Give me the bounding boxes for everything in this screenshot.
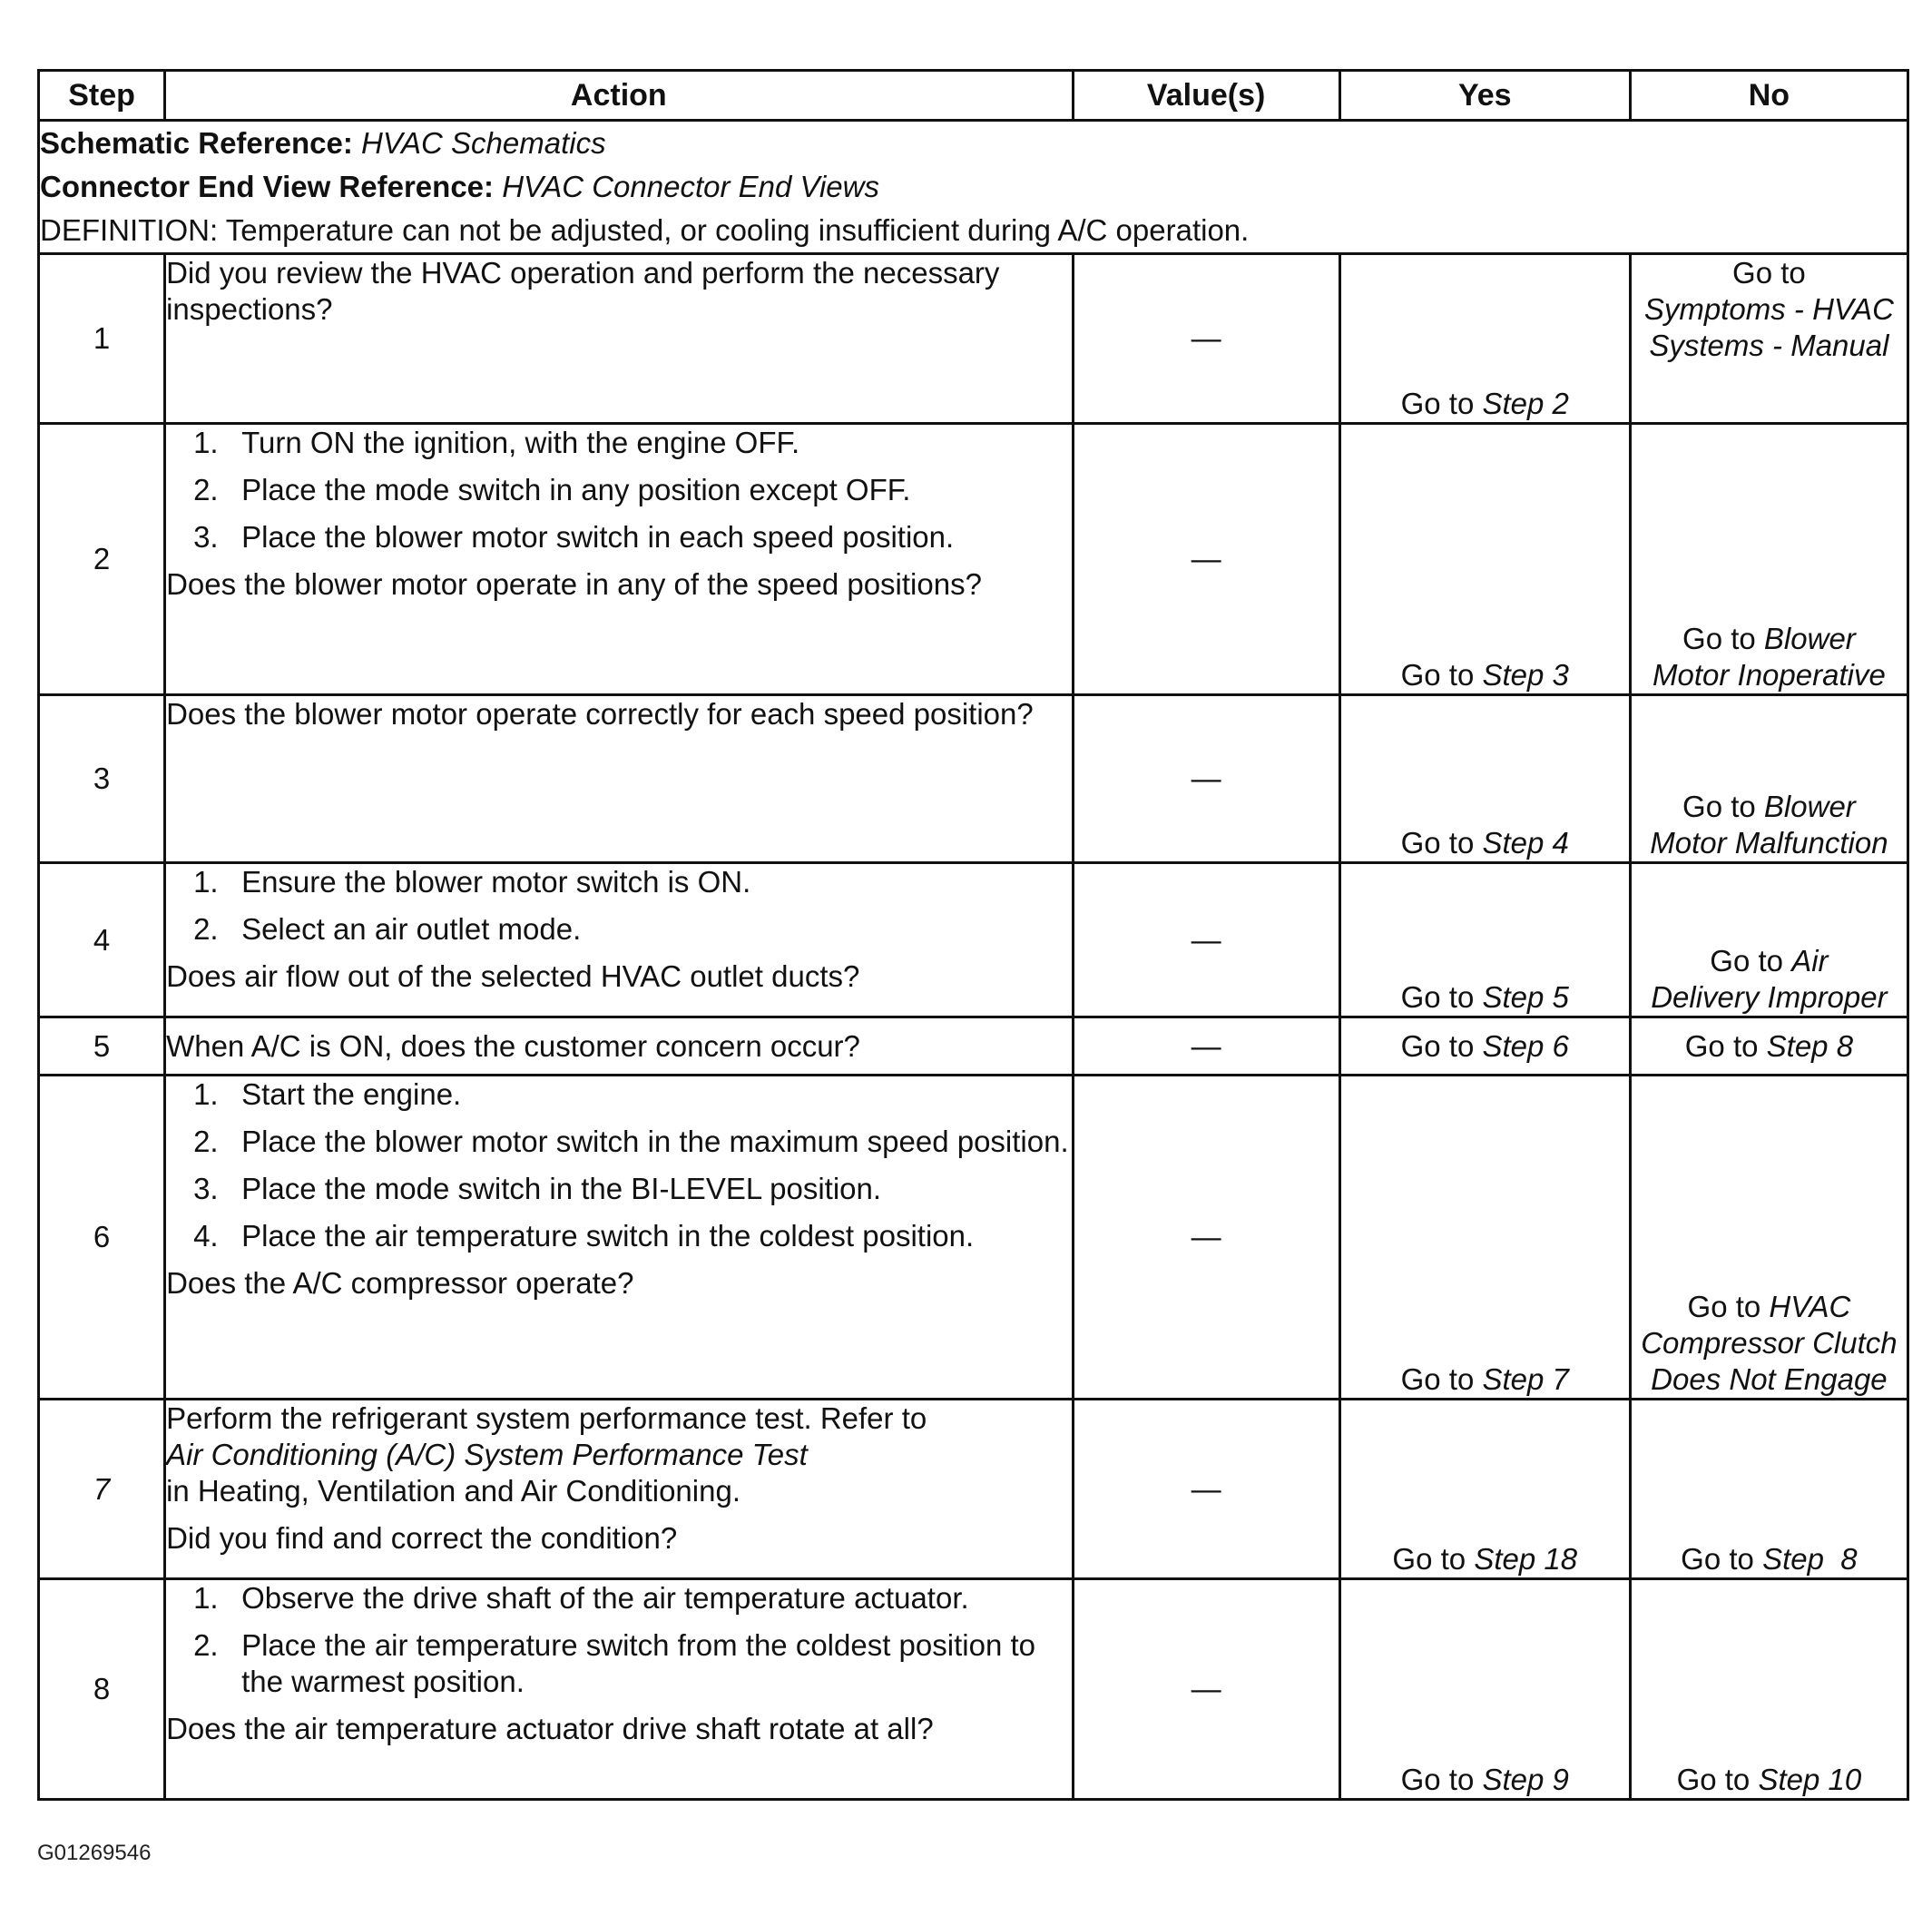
no-cell bbox=[1630, 1076, 1907, 1400]
value-cell: — bbox=[1073, 254, 1339, 424]
no-prefix: Go to bbox=[1682, 622, 1756, 655]
action-text: Perform the refrigerant system performance test. Refer to bbox=[166, 1401, 927, 1435]
action-cell bbox=[165, 695, 1073, 863]
table-row bbox=[39, 254, 1908, 424]
no-cell bbox=[1630, 1400, 1907, 1579]
action-cell bbox=[165, 424, 1073, 695]
header-values: Value(s) bbox=[1073, 71, 1339, 121]
yes-link[interactable]: Step 9 bbox=[1482, 1763, 1569, 1796]
no-cell bbox=[1630, 695, 1907, 863]
header-no: No bbox=[1630, 71, 1907, 121]
value-cell: — bbox=[1073, 695, 1339, 863]
yes-link[interactable]: Step 6 bbox=[1482, 1028, 1569, 1063]
yes-cell bbox=[1339, 863, 1630, 1017]
definition-text: DEFINITION: Temperature can not be adjusted, or cooling insufficient during A/C operation. bbox=[40, 213, 1250, 247]
list-item: 2. Place the blower motor switch in the maximum speed position. bbox=[193, 1125, 1069, 1158]
action-cell bbox=[165, 254, 1073, 424]
yes-cell bbox=[1339, 1400, 1630, 1579]
schematic-reference bbox=[40, 122, 1907, 165]
connector-reference bbox=[40, 165, 1907, 209]
action-question: Does the air temperature actuator drive shaft rotate at all? bbox=[166, 1712, 934, 1745]
table-row bbox=[39, 863, 1908, 1017]
table-row bbox=[39, 1017, 1908, 1076]
action-cell bbox=[165, 863, 1073, 1017]
action-cell bbox=[165, 1017, 1073, 1076]
schematic-reference-link[interactable]: HVAC Schematics bbox=[361, 126, 606, 160]
table-row bbox=[39, 695, 1908, 863]
header-yes: Yes bbox=[1339, 71, 1630, 121]
yes-link[interactable]: Step 5 bbox=[1482, 980, 1569, 1014]
list-item: 1. Ensure the blower motor switch is ON. bbox=[193, 865, 751, 899]
no-prefix: Go to bbox=[1681, 1542, 1754, 1576]
procedure-link[interactable]: Air Conditioning (A/C) System Performance Test bbox=[166, 1438, 808, 1471]
schematic-reference-label: Schematic Reference: bbox=[40, 126, 353, 160]
list-item: 2. Place the air temperature switch from the coldest position to the warmest position. bbox=[193, 1628, 1035, 1698]
action-steps bbox=[166, 425, 1071, 555]
no-link[interactable]: Air Delivery Improper bbox=[1651, 944, 1888, 1014]
list-item: 2. Place the mode switch in any position except OFF. bbox=[193, 473, 911, 506]
step-number: 5 bbox=[39, 1017, 165, 1076]
list-item: 2. Select an air outlet mode. bbox=[193, 912, 582, 946]
no-cell bbox=[1630, 1017, 1907, 1076]
value-cell: — bbox=[1073, 1579, 1339, 1800]
no-link[interactable]: Step 8 bbox=[1762, 1542, 1858, 1576]
step-number: 8 bbox=[39, 1579, 165, 1800]
step-number: 3 bbox=[39, 695, 165, 863]
value-cell: — bbox=[1073, 424, 1339, 695]
step-number: 7 bbox=[39, 1400, 165, 1579]
yes-prefix: Go to bbox=[1400, 1763, 1475, 1796]
no-link[interactable]: Step 8 bbox=[1766, 1028, 1854, 1063]
list-item: 1. Observe the drive shaft of the air temperature actuator. bbox=[193, 1581, 969, 1615]
value-cell: — bbox=[1073, 863, 1339, 1017]
action-cell bbox=[165, 1579, 1073, 1800]
yes-cell bbox=[1339, 1017, 1630, 1076]
header-step: Step bbox=[39, 71, 165, 121]
action-question: When A/C is ON, does the customer concern occur? bbox=[166, 1028, 860, 1063]
no-link[interactable]: Blower Motor Inoperative bbox=[1652, 622, 1886, 692]
step-number: 6 bbox=[39, 1076, 165, 1400]
yes-cell bbox=[1339, 1579, 1630, 1800]
step-number: 4 bbox=[39, 863, 165, 1017]
action-question: Did you review the HVAC operation and perform the necessary inspections? bbox=[166, 256, 1000, 326]
no-link[interactable]: HVAC Compressor Clutch Does Not Engage bbox=[1641, 1290, 1898, 1396]
figure-id: G01269546 bbox=[37, 1841, 152, 1865]
no-prefix: Go to bbox=[1682, 790, 1756, 823]
yes-prefix: Go to bbox=[1392, 1542, 1466, 1576]
value-cell: — bbox=[1073, 1400, 1339, 1579]
no-cell bbox=[1630, 254, 1907, 424]
reference-row bbox=[39, 121, 1908, 254]
list-item: 4. Place the air temperature switch in the coldest position. bbox=[193, 1219, 975, 1253]
yes-link[interactable]: Step 2 bbox=[1482, 387, 1569, 420]
no-cell bbox=[1630, 1579, 1907, 1800]
header-action: Action bbox=[165, 71, 1073, 121]
yes-prefix: Go to bbox=[1400, 387, 1475, 420]
diagnostic-table bbox=[37, 69, 1909, 1801]
yes-cell bbox=[1339, 695, 1630, 863]
yes-prefix: Go to bbox=[1400, 1362, 1475, 1396]
action-steps bbox=[166, 864, 1071, 948]
action-question: Does air flow out of the selected HVAC outlet ducts? bbox=[166, 959, 860, 993]
connector-reference-link[interactable]: HVAC Connector End Views bbox=[502, 170, 879, 203]
no-prefix: Go to bbox=[1710, 944, 1784, 978]
step-number: 1 bbox=[39, 254, 165, 424]
value-cell: — bbox=[1073, 1017, 1339, 1076]
no-link[interactable]: Symptoms - HVAC Systems - Manual bbox=[1643, 292, 1894, 362]
action-question: Does the blower motor operate correctly for each speed position? bbox=[166, 697, 1034, 731]
list-item: 3. Place the blower motor switch in each speed position. bbox=[193, 520, 955, 554]
action-text: in Heating, Ventilation and Air Conditioning. bbox=[166, 1474, 740, 1508]
no-cell bbox=[1630, 424, 1907, 695]
action-steps bbox=[166, 1580, 1071, 1700]
yes-prefix: Go to bbox=[1400, 980, 1475, 1014]
action-cell bbox=[165, 1400, 1073, 1579]
table-row bbox=[39, 1076, 1908, 1400]
table-row bbox=[39, 1579, 1908, 1800]
yes-cell bbox=[1339, 1076, 1630, 1400]
no-prefix: Go to bbox=[1676, 1763, 1751, 1796]
no-cell bbox=[1630, 863, 1907, 1017]
no-link[interactable]: Step 10 bbox=[1758, 1763, 1862, 1796]
action-question: Does the blower motor operate in any of the speed positions? bbox=[166, 567, 982, 601]
yes-link[interactable]: Step 3 bbox=[1482, 658, 1569, 692]
yes-cell bbox=[1339, 254, 1630, 424]
action-cell bbox=[165, 1076, 1073, 1400]
list-item: 3. Place the mode switch in the BI-LEVEL position. bbox=[193, 1172, 882, 1205]
no-prefix: Go to bbox=[1684, 1028, 1759, 1063]
action-question: Did you find and correct the condition? bbox=[166, 1521, 678, 1555]
diagnostic-table-sheet bbox=[37, 69, 1909, 1801]
action-question: Does the A/C compressor operate? bbox=[166, 1266, 634, 1300]
header-row bbox=[39, 71, 1908, 121]
list-item: 1. Turn ON the ignition, with the engine OFF. bbox=[193, 426, 800, 459]
action-steps bbox=[166, 1076, 1071, 1254]
yes-prefix: Go to bbox=[1400, 1028, 1475, 1063]
yes-link[interactable]: Step 4 bbox=[1482, 826, 1569, 860]
yes-link[interactable]: Step 7 bbox=[1482, 1362, 1569, 1396]
connector-reference-label: Connector End View Reference: bbox=[40, 170, 495, 203]
table-row bbox=[39, 424, 1908, 695]
value-cell: — bbox=[1073, 1076, 1339, 1400]
yes-prefix: Go to bbox=[1400, 826, 1475, 860]
table-row bbox=[39, 1400, 1908, 1579]
yes-link[interactable]: Step 18 bbox=[1474, 1542, 1578, 1576]
no-prefix: Go to bbox=[1732, 256, 1806, 290]
list-item: 1. Start the engine. bbox=[193, 1077, 462, 1111]
reference-cell bbox=[39, 121, 1908, 254]
yes-cell bbox=[1339, 424, 1630, 695]
no-link[interactable]: Blower Motor Malfunction bbox=[1650, 790, 1888, 860]
yes-prefix: Go to bbox=[1400, 658, 1475, 692]
step-number: 2 bbox=[39, 424, 165, 695]
no-prefix: Go to bbox=[1687, 1290, 1761, 1323]
